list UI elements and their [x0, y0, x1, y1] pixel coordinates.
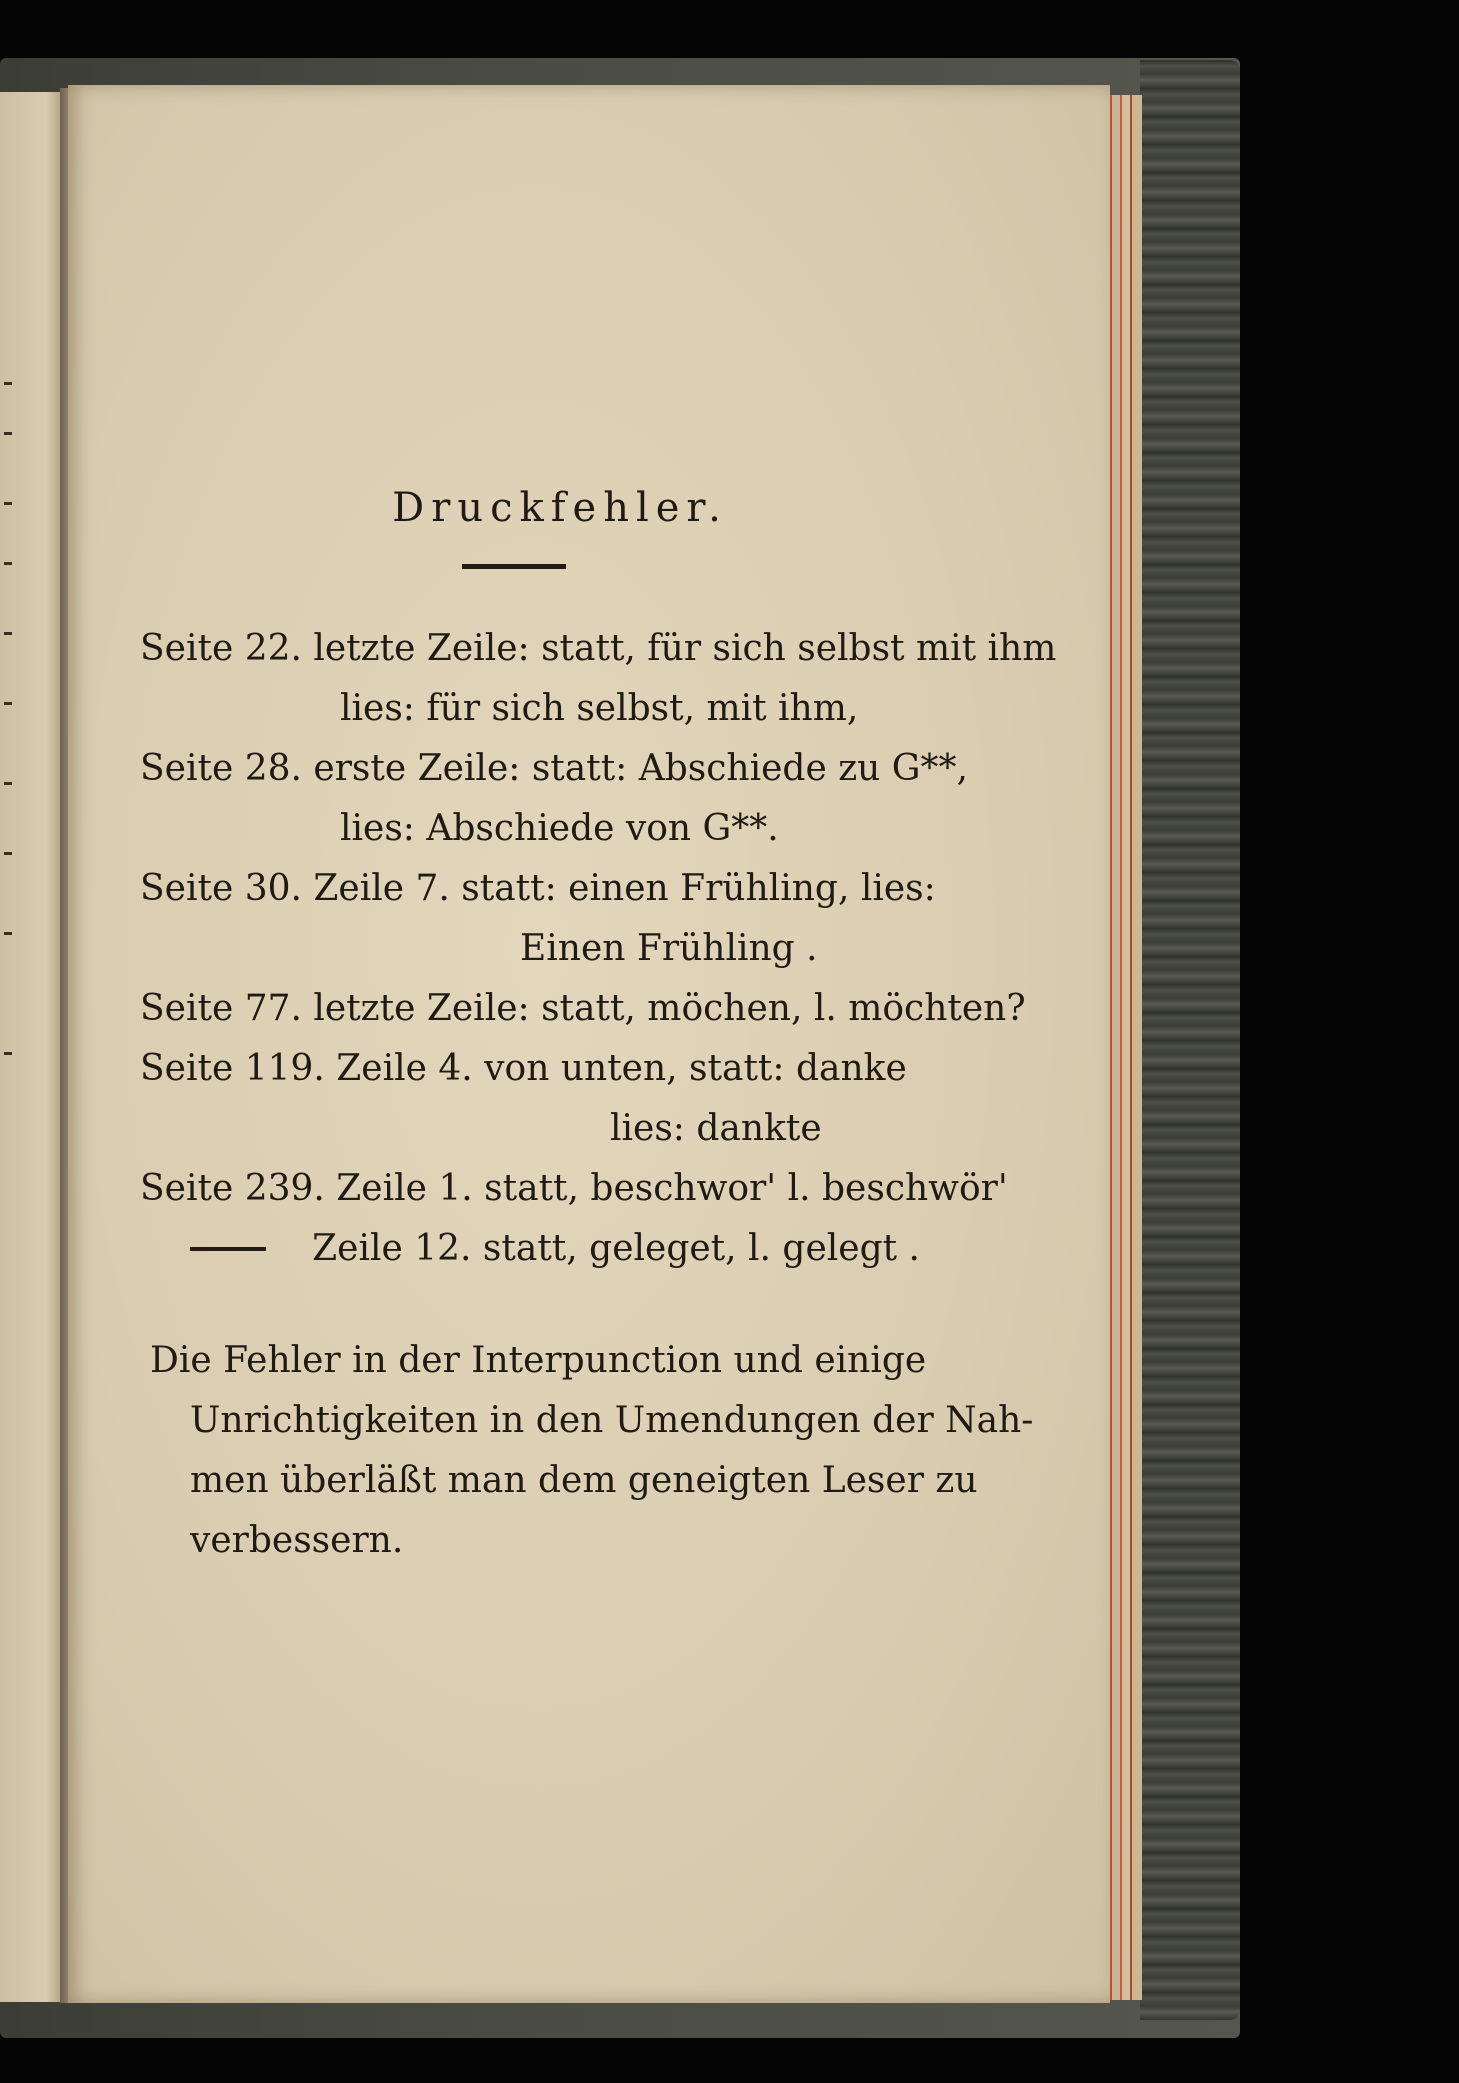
errata-line — [140, 1219, 920, 1279]
errata-line-text: Zeile 12. statt, geleget, l. gelegt . — [312, 1228, 920, 1269]
errata-line: lies: Abschiede von G**. — [340, 808, 779, 849]
errata-line: Einen Frühling . — [520, 928, 818, 969]
page-edge — [1110, 95, 1120, 2000]
note-line: verbessern. — [190, 1520, 404, 1561]
errata-line: lies: für sich selbst, mit ihm, — [340, 688, 859, 729]
errata-line: Seite 30. Zeile 7. statt: einen Frühling, lies: — [140, 868, 936, 909]
errata-line: Seite 239. Zeile 1. statt, beschwor' l. beschwör' — [140, 1168, 1008, 1209]
errata-line: Seite 22. letzte Zeile: statt, für sich selbst mit ihm — [140, 628, 1057, 669]
errata-line: Seite 77. letzte Zeile: statt, möchen, l. möchten? — [140, 988, 1026, 1029]
title-rule — [462, 564, 566, 569]
errata-line: lies: dankte — [610, 1108, 822, 1149]
note-line: Unrichtigkeiten in den Umendungen der Nah- — [190, 1400, 1034, 1441]
ditto-dash — [190, 1247, 266, 1251]
errata-line: Seite 119. Zeile 4. von unten, statt: danke — [140, 1048, 907, 1089]
book-cover-edge — [1140, 60, 1240, 2020]
page-title: Druckfehler. — [392, 485, 728, 531]
note-line: Die Fehler in der Interpunction und einige — [150, 1340, 927, 1381]
page-edge — [1120, 95, 1130, 2000]
note-line: men überläßt man dem geneigten Leser zu — [190, 1460, 978, 1501]
errata-list — [140, 619, 1057, 1279]
closing-note — [140, 1331, 1034, 1571]
left-facing-page — [0, 92, 66, 2002]
page-content — [140, 480, 1057, 1571]
page-edge — [1130, 95, 1142, 2000]
errata-line: Seite 28. erste Zeile: statt: Abschiede zu G**, — [140, 748, 968, 789]
